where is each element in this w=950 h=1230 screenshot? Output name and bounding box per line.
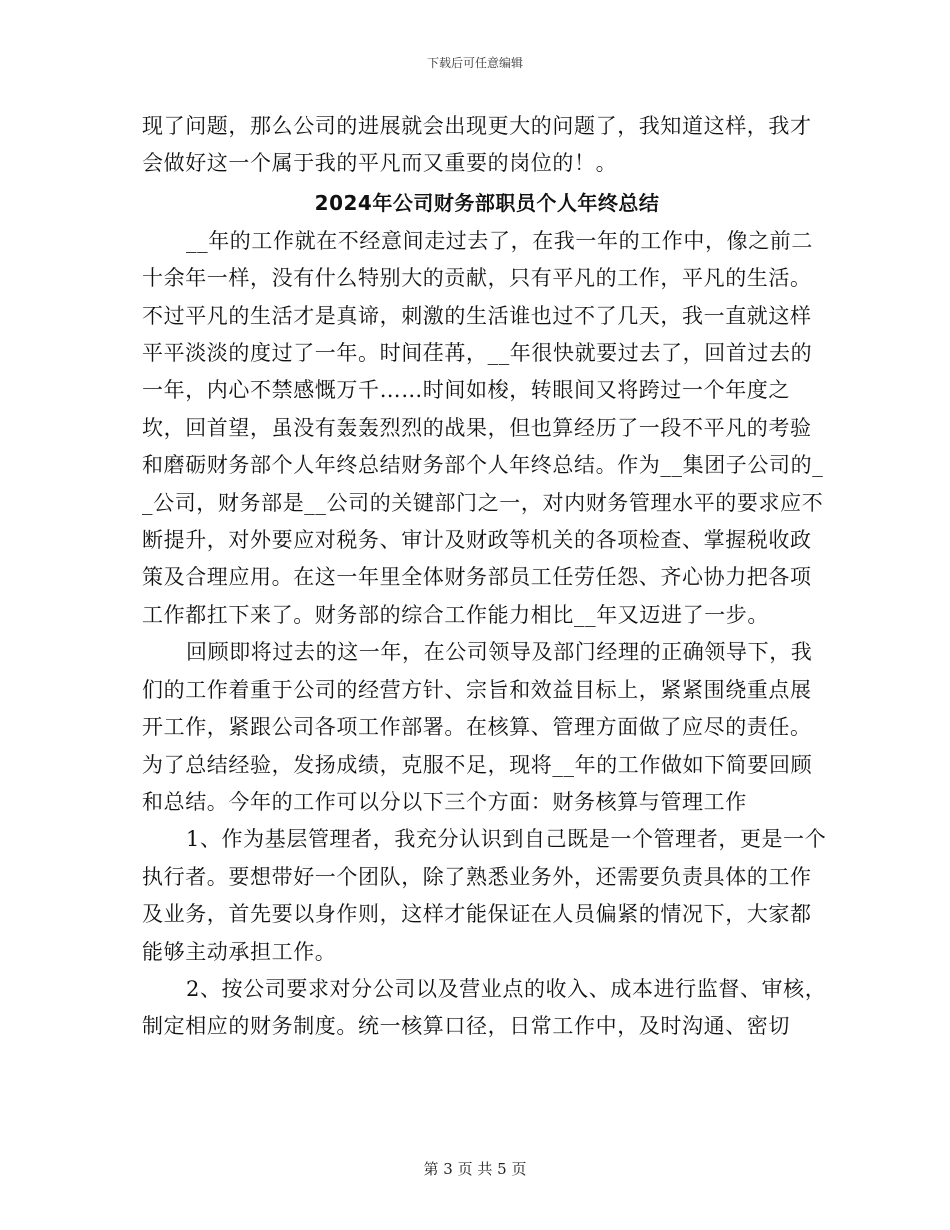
intro-paragraph: 现了问题，那么公司的进展就会出现更大的问题了，我知道这样，我才会做好这一个属于我的平凡而又重要的岗位的！。 <box>142 114 812 176</box>
page-footer: 第 3 页 共 5 页 <box>423 1160 527 1178</box>
document-body <box>142 108 832 1046</box>
paragraph-2: 回顾即将过去的这一年，在公司领导及部门经理的正确领导下，我们的工作着重于公司的经营方针、宗旨和效益目标上，紧紧围绕重点展开工作，紧跟公司各项工作部署。在核算、管理方面做了应尽的责任。为了总结经验，发扬成绩，克服不足，现将__年的工作做如下简要回顾和总结。今年的工作可以分以下三个方面：财务核算与管理工作 <box>142 640 813 814</box>
page-header: 下载后可任意编辑 <box>426 56 523 70</box>
document-title: 2024年公司财务部职员个人年终总结 <box>314 190 660 215</box>
paragraph-1: __年的工作就在不经意间走过去了，在我一年的工作中，像之前二十余年一样，没有什么特别大的贡献，只有平凡的工作，平凡的生活。不过平凡的生活才是真谛，刺激的生活谁也过不了几天，我一直就这样平平淡淡的度过了一年。时间荏苒，__年很快就要过去了，回首过去的一年，内心不禁感慨万千……时间如梭，转眼间又将跨过一个年度之坎，回首望，虽没有轰轰烈烈的战果，但也算经历了一段不平凡的考验和磨砺财务部个人年终总结财务部个人年终总结。作为__集团子公司的__公司，财务部是__公司的关键部门之一，对内财务管理水平的要求应不断提升，对外要应对税务、审计及财政等机关的各项检查、掌握税收政策及合理应用。在这一年里全体财务部员工任劳任怨、齐心协力把各项工作都扛下来了。财务部的综合工作能力相比__年又迈进了一步。 <box>142 228 824 627</box>
paragraph-4: 2、按公司要求对分公司以及营业点的收入、成本进行监督、审核，制定相应的财务制度。统一核算口径，日常工作中，及时沟通、密切 <box>142 976 827 1039</box>
paragraph-3: 1、作为基层管理者，我充分认识到自己既是一个管理者，更是一个执行者。要想带好一个团队，除了熟悉业务外，还需要负责具体的工作及业务，首先要以身作则，这样才能保证在人员偏紧的情况下，大家都能够主动承担工作。 <box>142 827 827 964</box>
